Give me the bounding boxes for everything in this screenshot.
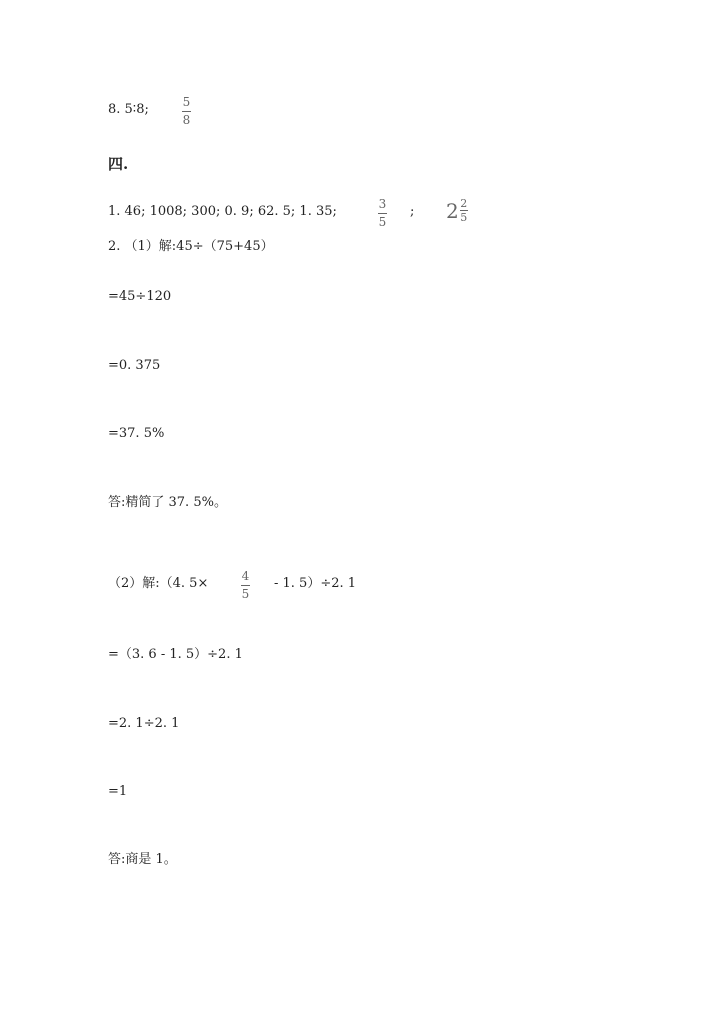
- q2-part1-answer: 答:精简了 37. 5%。: [108, 495, 227, 510]
- fraction-bar: [241, 585, 250, 586]
- section-heading: 四.: [108, 155, 129, 173]
- q2-part1-intro: 2. （1）解:45÷（75+45）: [108, 239, 274, 254]
- q2-part1-step1: =45÷120: [108, 289, 172, 304]
- fraction-bar: [182, 111, 191, 112]
- q1-answers-line: [108, 204, 337, 220]
- fraction-denominator: 5: [378, 215, 387, 229]
- fraction-four-fifths: [241, 570, 250, 601]
- q2-part2-answer: 答:商是 1。: [108, 852, 177, 867]
- mixed-number-two-two-fifths: [446, 198, 468, 223]
- fraction-five-eighths: [182, 96, 191, 127]
- answer-ratio-text: 8. 5∶8;: [108, 102, 149, 117]
- answer-ratio-line: [108, 102, 149, 118]
- fraction-denominator: 5: [241, 587, 250, 601]
- q2-part2-step2: =2. 1÷2. 1: [108, 716, 180, 731]
- fraction-denominator: 5: [460, 211, 468, 224]
- fraction-numerator: 5: [182, 95, 191, 109]
- fraction-numerator: 4: [241, 569, 250, 583]
- q2-part2-intro-a: （2）解:（4. 5×: [108, 576, 209, 591]
- fraction-three-fifths: [378, 198, 387, 229]
- q2-part1-step2: =0. 375: [108, 358, 161, 373]
- q1-answers-text: 1. 46; 1008; 300; 0. 9; 62. 5; 1. 35;: [108, 204, 337, 219]
- mixed-whole: 2: [446, 198, 459, 223]
- fraction-denominator: 8: [182, 113, 191, 127]
- fraction-numerator: 2: [460, 197, 468, 210]
- q2-part2-step1: =（3. 6 - 1. 5）÷2. 1: [108, 647, 243, 662]
- q2-part2-intro-b: - 1. 5）÷2. 1: [274, 576, 357, 591]
- fraction-numerator: 3: [378, 197, 387, 211]
- q1-separator: ;: [410, 204, 415, 219]
- mixed-fraction: [460, 198, 468, 223]
- q2-part1-step3: =37. 5%: [108, 426, 165, 441]
- fraction-bar: [378, 213, 387, 214]
- q2-part2-step3: =1: [108, 784, 128, 799]
